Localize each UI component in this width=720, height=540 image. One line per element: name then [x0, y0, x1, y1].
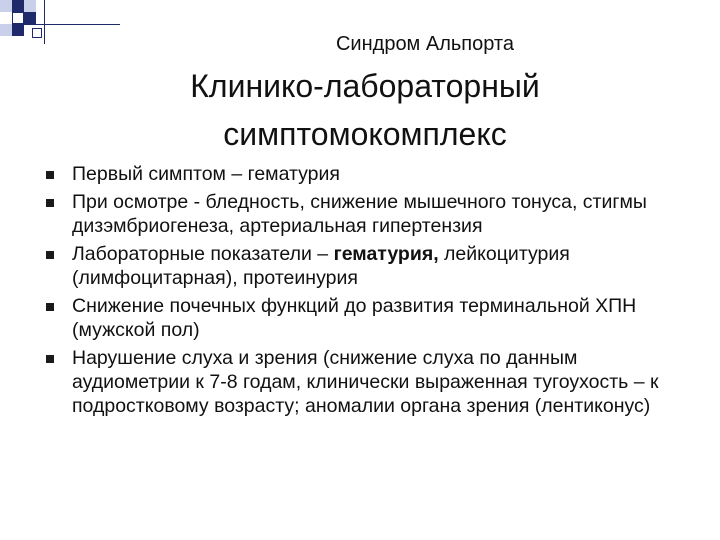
slide-title-line-2: симптомокомплекс [223, 116, 507, 152]
deco-horizontal-line [24, 24, 120, 25]
square-bullet-icon [46, 355, 54, 363]
list-item [46, 162, 696, 186]
square-bullet-icon [46, 303, 54, 311]
bullet-list [46, 162, 696, 422]
list-item [46, 294, 696, 342]
slide-title-line-1: Клинико-лабораторный [190, 68, 540, 104]
list-item-text: При осмотре - бледность, снижение мышечного тонуса, стигмы дизэмбриогенеза, артериальная гипертензия [72, 191, 647, 237]
slide-title [0, 62, 720, 158]
list-item [46, 242, 696, 290]
deco-square [0, 0, 12, 12]
list-item [46, 190, 696, 238]
list-item-text: Первый симптом – гематурия [72, 163, 340, 185]
list-item-text-before: Лабораторные показатели – [72, 243, 334, 265]
list-item-text: Нарушение слуха и зрения (снижение слуха по данным аудиометрии к 7-8 годам, клинически выраженная тугоухость – к подростковому возрасту; аномалии органа зрения (лентиконус) [72, 347, 659, 417]
square-bullet-icon [46, 251, 54, 259]
deco-square [24, 0, 36, 12]
list-item-text: Снижение почечных функций до развития терминальной ХПН (мужской пол) [72, 295, 637, 341]
list-item [46, 346, 696, 418]
list-item-text-after: лейкоцитурия (лимфоцитарная), протеинурия [72, 243, 570, 289]
square-bullet-icon [46, 171, 54, 179]
deco-square [12, 0, 24, 12]
slide-subtitle: Синдром Альпорта [335, 33, 514, 55]
deco-square [12, 12, 24, 24]
deco-square [24, 12, 36, 24]
square-bullet-icon [46, 199, 54, 207]
list-item-text-bold: гематурия, [333, 243, 439, 265]
